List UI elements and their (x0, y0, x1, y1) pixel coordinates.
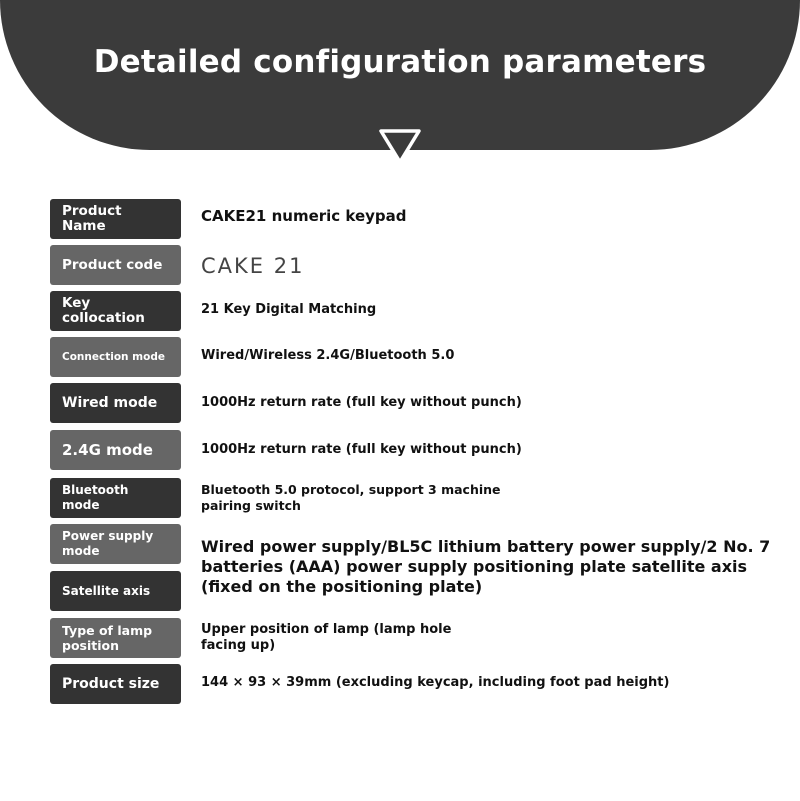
page-title: Detailed configuration parameters (93, 44, 707, 80)
spec-value-wired-mode: 1000Hz return rate (full key without punch) (201, 395, 522, 410)
spec-value-connection-mode: Wired/Wireless 2.4G/Bluetooth 5.0 (201, 348, 455, 363)
spec-value-24g-mode: 1000Hz return rate (full key without punch) (201, 442, 522, 457)
spec-label-24g-mode: 2.4G mode (50, 430, 181, 470)
spec-value-lamp-position: Upper position of lamp (lamp hole facing up) (201, 622, 452, 653)
spec-label-power-supply-mode: Power supply mode (50, 524, 181, 564)
spec-label-product-name: Product Name (50, 199, 181, 239)
spec-value-bluetooth-mode: Bluetooth 5.0 protocol, support 3 machine pairing switch (201, 482, 501, 513)
spec-value-power-supply-mode: Wired power supply/BL5C lithium battery power supply/2 No. 7 batteries (AAA) power supply positioning plate satellite axis (fixed on the positioning plate) (201, 537, 771, 596)
spec-label-wired-mode: Wired mode (50, 383, 181, 423)
down-triangle-icon (378, 128, 422, 166)
spec-label-satellite-axis: Satellite axis (50, 571, 181, 611)
spec-value-product-size: 144 × 93 × 39mm (excluding keycap, including foot pad height) (201, 675, 670, 690)
spec-label-lamp-position: Type of lamp position (50, 618, 181, 658)
spec-label-bluetooth-mode: Bluetooth mode (50, 478, 181, 518)
spec-value-product-name: CAKE21 numeric keypad (201, 207, 407, 225)
spec-label-product-code: Product code (50, 245, 181, 285)
spec-label-key-collocation: Key collocation (50, 291, 181, 331)
spec-label-product-size: Product size (50, 664, 181, 704)
spec-value-key-collocation: 21 Key Digital Matching (201, 302, 377, 317)
spec-value-product-code: CAKE 21 (201, 254, 305, 278)
spec-label-connection-mode: Connection mode (50, 337, 181, 377)
